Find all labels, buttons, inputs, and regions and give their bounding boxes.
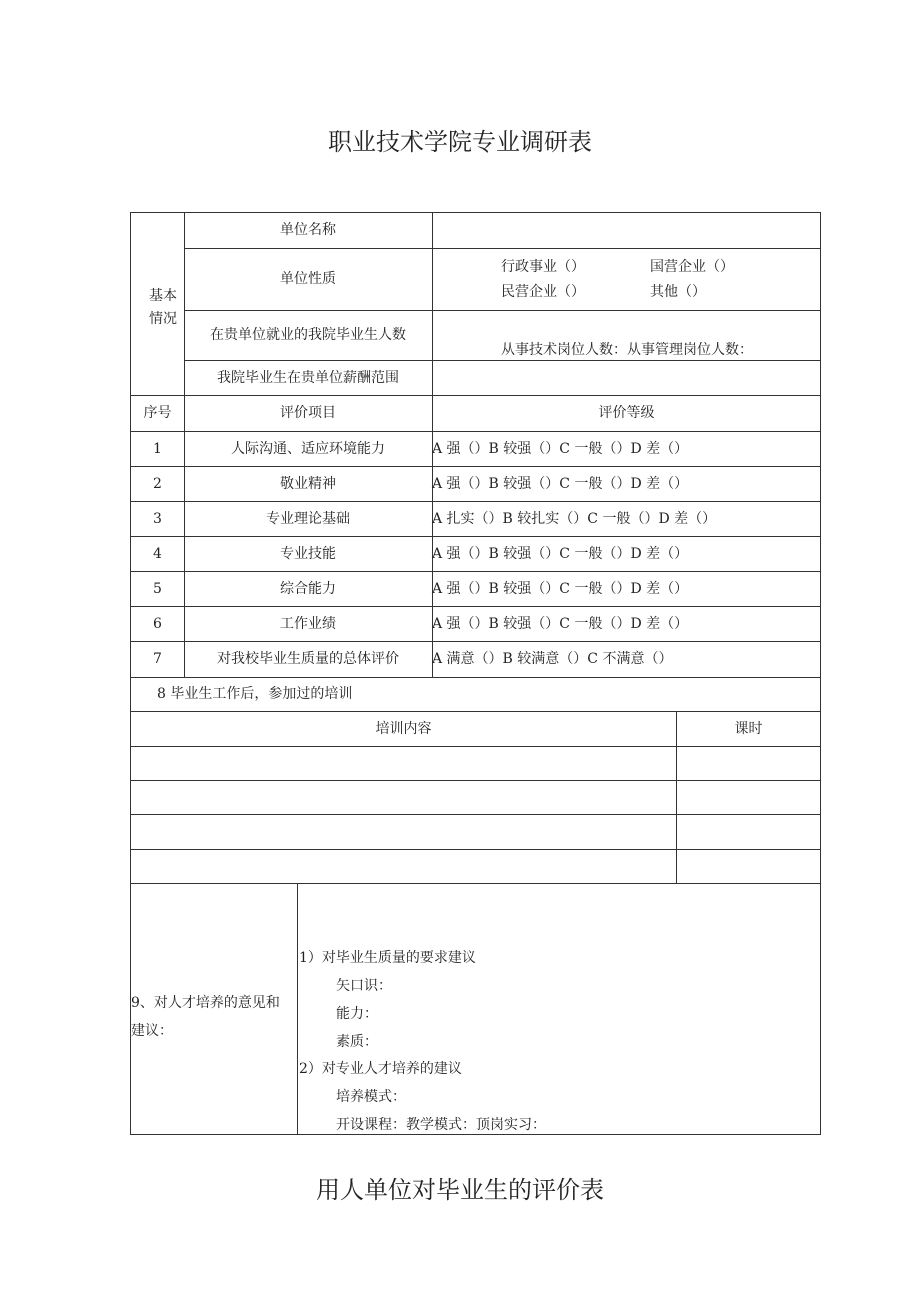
suggestion-quality: 素质： (336, 1034, 378, 1050)
row-no: 3 (153, 511, 162, 527)
row-grade: A 强（）B 较强（）C 一般（）D 差（） (432, 581, 689, 597)
unit-name-label: 单位名称 (280, 222, 336, 238)
row-no: 2 (153, 476, 162, 492)
suggestion-label (131, 989, 280, 1045)
nature-option-government: 行政事业（） (501, 259, 585, 275)
suggestion-q1: 1）对毕业生质量的要求建议 (299, 950, 476, 966)
basic-info-label (149, 285, 177, 331)
nature-option-other: 其他（） (650, 284, 706, 300)
header-no: 序号 (143, 405, 172, 421)
row-item: 敬业精神 (280, 476, 336, 492)
row-grade: A 扎实（）B 较扎实（）C 一般（）D 差（） (432, 511, 717, 527)
header-grade: 评价等级 (598, 405, 655, 421)
row-grade: A 满意（）B 较满意（）C 不满意（） (432, 651, 673, 667)
salary-range-label: 我院毕业生在贵单位薪酬范围 (217, 370, 399, 386)
header-item: 评价项目 (280, 405, 336, 421)
suggestion-ability: 能力： (336, 1006, 378, 1022)
nature-option-private: 民营企业（） (501, 284, 585, 300)
nature-option-state-owned: 国营企业（） (650, 259, 734, 275)
row-no: 7 (153, 651, 162, 667)
graduate-count-label: 在贵单位就业的我院毕业生人数 (210, 327, 406, 343)
suggestion-q2: 2）对专业人才培养的建议 (299, 1061, 462, 1077)
row-item: 对我校毕业生质量的总体评价 (217, 651, 399, 667)
suggestion-label-line2: 建议： (131, 1023, 173, 1039)
row-no: 6 (153, 616, 162, 632)
row-no: 1 (153, 441, 162, 457)
row-grade: A 强（）B 较强（）C 一般（）D 差（） (432, 441, 689, 457)
position-counts: 从事技术岗位人数：从事管理岗位人数： (501, 342, 753, 358)
basic-info-label-line2: 情况 (149, 311, 177, 327)
row-no: 4 (153, 546, 162, 562)
training-content-header: 培训内容 (375, 721, 432, 737)
row-grade: A 强（）B 较强（）C 一般（）D 差（） (432, 476, 689, 492)
suggestion-label-line1: 9、对人才培养的意见和 (131, 995, 280, 1011)
row-grade: A 强（）B 较强（）C 一般（）D 差（） (432, 616, 689, 632)
basic-info-label-line1: 基本 (149, 288, 177, 304)
page-title: 职业技术学院专业调研表 (328, 128, 592, 156)
row-item: 综合能力 (280, 581, 336, 597)
row-grade: A 强（）B 较强（）C 一般（）D 差（） (432, 546, 689, 562)
training-hours-header: 课时 (734, 721, 763, 737)
suggestion-mode: 培养模式： (336, 1089, 406, 1105)
row-item: 人际沟通、适应环境能力 (231, 441, 385, 457)
unit-nature-label: 单位性质 (280, 271, 336, 287)
suggestion-knowledge: 矢口识： (336, 978, 392, 994)
row-item: 专业技能 (280, 546, 336, 562)
row-item: 专业理论基础 (266, 511, 350, 527)
next-section-title: 用人单位对毕业生的评价表 (316, 1176, 604, 1204)
row-item: 工作业绩 (280, 616, 336, 632)
training-label: 8 毕业生工作后，参加过的培训 (157, 686, 353, 702)
row-no: 5 (153, 581, 162, 597)
suggestion-courses: 开设课程：教学模式：顶岗实习： (336, 1117, 546, 1133)
survey-form-table (130, 212, 821, 1135)
